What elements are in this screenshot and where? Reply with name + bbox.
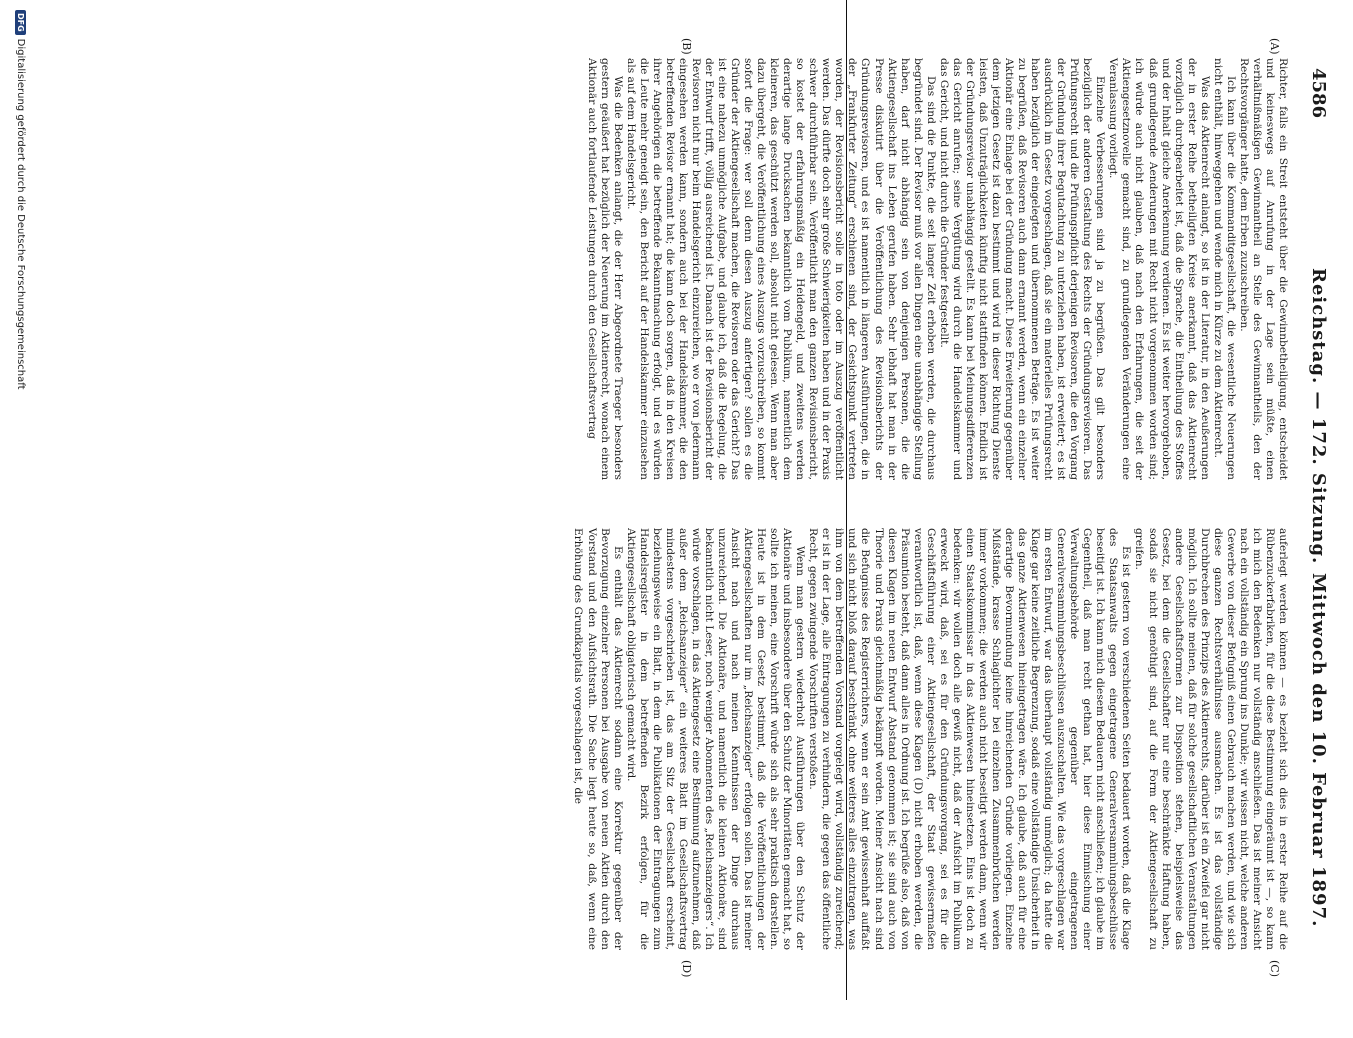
paragraph: Wenn man gestern wiederholt Ausführungen über den Schutz der Aktionäre und insbesondere über den Schutz der Minoritäten gemacht hat, so sollte ich meinen, eine Vorschrift würde sich als sehr praktisch darstellen. Heute ist in dem Gesetz bestimmt, daß die Veröffentlichungen der Aktiengesellschaften nur im „Reichsanzeiger“ erfolgen sollen. Das ist meiner Ansicht nach und nach meinen Kenntnissen der Dinge durchaus unzureichend. Die Aktionäre, und namentlich die kleinen Aktionäre, sind bekanntlich nicht Leser, noch weniger Abonnenten des „Reichsanzeigers“. Ich würde vorschlagen, in das Aktiengesetz eine Bestimmung aufzunehmen, daß außer dem „Reichsanzeiger“ ein weiteres Blatt im Gesellschaftsvertrag mindestens vorgeschrieben ist, das am Sitz der Gesellschaft erscheint, beziehungsweise ein Blatt, in dem die Publikationen der Eintragungen zum Handelsregister in dem betreffenden Bezirk erfolgen, für die Aktiengesellschaft obligatorisch gemacht wird. bbox=[624, 528, 807, 950]
margin-marker-c: (C) bbox=[1268, 960, 1281, 977]
header-title: Reichstag. — 172. Sitzung. bbox=[1308, 268, 1329, 565]
paragraph: Was die Bedenken anlangt, die der Herr Abgeordnete Traeger besonders gestern geäußert hat bezüglich der Neuerung im Aktienrecht, wonach einem Aktionär auch fortlaufende Leistungen durch den Gesellschaftsvertrag bbox=[585, 58, 624, 480]
dfg-logo: DFG bbox=[15, 10, 26, 35]
left-column bbox=[584, 58, 1289, 480]
funding-footer bbox=[15, 10, 26, 990]
margin-marker-a: (A) bbox=[1268, 38, 1281, 55]
right-column bbox=[571, 528, 1289, 950]
page-number: 4586 bbox=[1308, 68, 1329, 119]
paragraph: auferlegt werden können — es bezieht sich dies in erster Reihe auf die Rübenzuckerfabriken, für die diese Bestimmung eingeräumt ist —, so kann ich mich den Bedenken nur vollständig anschließen. Das ist meiner Ansicht nach ein vollständig ein Sprung ins Dunkle; wir wissen nicht, welche anderen Gewerbe von dieser Befugniß einen Gebrauch machen werden, und wie sich diese ganzen Rechtsverhältnisse ausmachen. Es ist das vollständige Durchbrechen des Prinzips des Aktienrechts, darüber ist ein Zweifel gar nicht möglich. Ich sollte meinen, daß für solche gesellschaftlichen Veranstaltungen andere Gesellschaftsformen zur Disposition stehen, beispielsweise das Gesetz, bei dem die Gesellschafter nur eine beschränkte Haftung haben, sodaß sie nicht genöthigt sind, auf die Form der Aktiengesellschaft zu greifen. bbox=[1133, 528, 1289, 950]
margin-marker-d: (D) bbox=[680, 960, 693, 978]
paragraph: Es enthält das Aktienrecht sodann eine Korrektur gegenüber der Bevorzugung einzelner Personen bei Ausgabe von neuen Aktien durch den Vorstand und den Aufsichtsrath. Die Sache liegt heute so, daß, wenn eine Erhöhung des Grundkapitals vorgeschlagen ist, die bbox=[572, 528, 624, 950]
page-header bbox=[1287, 38, 1347, 1038]
header-date: Mittwoch den 10. Februar 1897. bbox=[1308, 573, 1329, 928]
paragraph: Ich kann über die Kommanditgesellschaft, die wesentliche Neuerungen nicht enthält, hinweggehen und wende mich in Kürze zu dem Aktienrecht. bbox=[1211, 58, 1237, 480]
paragraph: Einzelne Verbesserungen sind ja zu begrüßen. Das gilt besonders bezüglich der anderen Gestaltung des Rechts der Gründungsrevisoren. Das Prüfungsrecht und die Prüfungspflicht derjenigen Revisoren, die den Vorgang der Gründung ihrer Begutachtung zu unterziehen haben, ist erweitert; es ist ausdrücklich im Gesetz vorgeschlagen, daß sie ein materielles Prüfungsrecht haben bezüglich der eingelegten und übernommenen Beträge. Es ist weiter zu begrüßen, daß Revisoren auch dann ernannt werden, wenn ein einzelner Aktionär eine Einlage bei der Gründung macht. Diese Erweiterung gegenüber dem jetzigen Gesetz ist dazu bestimmt und wird in dieser Richtung Dienste leisten, daß Unzuträglichkeiten künftig nicht stattfinden können. Endlich ist der Gründungsrevisor unabhängig gestellt. Es kann bei Meinungsdifferenzen das Gericht anrufen; seine Vergütung wird durch die Handelskammer und das Gericht, und nicht durch die Gründer festgestellt. bbox=[937, 58, 1107, 480]
paragraph: Was das Aktienrecht anlangt, so ist in der Literatur, in den Aeußerungen der in erster Reihe betheiligten Kreise anerkannt, daß das Aktienrecht vorzüglich durchgearbeitet ist, daß die Sprache, die Eintheilung des Stoffes und der Inhalt gleiche Anerkennung verdienen. Es ist weiter hervorgehoben, daß grundlegende Aenderungen mit Recht nicht vorgenommen worden sind; ich würde auch nicht glauben, daß nach den Erfahrungen, die seit der Aktiengesetznovelle gemacht sind, zu grundlegenden Veränderungen eine Veranlassung vorliegt. bbox=[1107, 58, 1211, 480]
paragraph: Richter, falls ein Streit entsteht über die Gewinnbetheiligung, entscheidet und keineswegs auf Anrufung in der Lage sein müßte, einen verhältnißmäßigen Gewinnantheil an Stelle des Gewinnantheils, den der Rechtsvorgänger hatte, dem Erben zuzuschreiben. bbox=[1237, 58, 1289, 480]
margin-marker-b: (B) bbox=[680, 38, 693, 55]
paragraph: Das sind die Punkte, die seit langer Zeit erhoben werden, die durchaus begründet sind. Der Revisor muß vor allen Dingen eine unabhängige Stellung haben, darf nicht abhängig sein von denjenigen Personen, die die Aktiengesellschaft ins Leben gerufen haben. Sehr lebhaft hat man in der Presse diskutirt über die Veröffentlichung des Revisionsberichts der Gründungsrevisoren, und es ist namentlich in längeren Ausführungen, die in der „Frankfurter Zeitung“ erschienen sind, der Gesichtspunkt vertreten worden, der Revisionsbericht solle in toto oder im Auszug veröffentlicht werden. Das dürfte doch sehr große Schwierigkeiten haben und in der Praxis schwer durchführbar sein. Veröffentlicht man den ganzen Revisionsbericht, so kostet der erfahrungsmäßig ein Heidengeld, und zweitens werden derartige lange Drucksachen bekanntlich vom Publikum, namentlich dem kleineren, das geschützt werden soll, absolut nicht gelesen. Wenn man aber dazu übergeht, die Veröffentlichung eines Auszugs vorzuschreiben, so kommt sofort die Frage: wer soll denn diesen Auszug anfertigen? sollen es die Gründer der Aktiengesellschaft machen, die Revisoren oder das Gericht? Das ist eine nahezu unmögliche Aufgabe, und glaube ich, daß die Regelung, die der Entwurf trifft, völlig ausreichend ist. Danach ist der Revisionsbericht der Revisoren nicht nur beim Handelsgericht einzureichen, wo er von jedermann eingesehen werden kann, sondern auch bei der Handelskammer, die den betreffenden Revisor ernannt hat; die kann doch sorgen, daß in den Kreisen ihrer Angehörigen die betreffende Bekanntmachung erfolgt, und es würden die Leute mehr geneigt sein, den Bericht auf der Handelskammer einzusehen als auf dem Handelsgericht. bbox=[624, 58, 937, 480]
paragraph: Es ist gestern von verschiedenen Seiten bedauert worden, daß die Klage des Staatsanwalts gegen eingetragene Generalversammlungsbeschlüsse beseitigt ist. Ich kann mich diesem Bedauern nicht anschließen; ich glaube im Gegentheil, daß man recht gethan hat, hier diese Einmischung einer Verwaltungsbehörde gegenüber eingetragenen Generalversammlungsbeschlüssen auszuschalten. Wie das vorgeschlagen war im ersten Entwurf, war das überhaupt vollständig unmöglich; da hatte die Klage gar keine zeitliche Begrenzung, sodaß eine vollständige Unsicherheit in das ganze Aktienwesen hineingetragen wäre. Ich glaube, daß auch für eine derartige Bevormundung keine hinreichenden Gründe vorliegen. Einzelne Mißstände, krasse Schlaglichter bei einzelnen Zusammenbrüchen werden immer vorkommen; die werden auch nicht beseitigt werden dann, wenn wir einen Staatskommissar in das Aktienwesen hineinsetzen. Eins ist doch zu bedenken: wir wollen doch alle gewiß nicht, daß der Aufsicht im Publikum erweckt wird, daß, sei es für den Gründungsvorgang, sei es für die Geschäftsführung einer Aktiengesellschaft, der Staat gewissermaßen verantwortlich ist, daß, wenn diese Klagen (D) nicht erhoben werden, die Präsumtion besteht, daß dann alles in Ordnung ist. Ich begrüße also, daß von diesen Klagen im neuen Entwurf Abstand genommen ist; sie sind auch von Theorie und Praxis gleichmäßig bekämpft worden. Meiner Ansicht nach sind die Befugnisse des Registerrichters, wenn er sein Amt gewissenhaft auffaßt und sich nicht bloß darauf beschränkt, ohne weiteres alles einzutragen, was ihm von dem betreffenden Vorstand vorgelegt wird, vollständig zureichend; er ist in der Lage, alle Eintragungen zu verhindern, die gegen das öffentliche Recht, gegen zwingende Vorschriften verstoßen. bbox=[807, 528, 1133, 950]
footer-text: Digitalisierung gefördert durch die Deutsche Forschungsgemeinschaft bbox=[15, 38, 26, 390]
